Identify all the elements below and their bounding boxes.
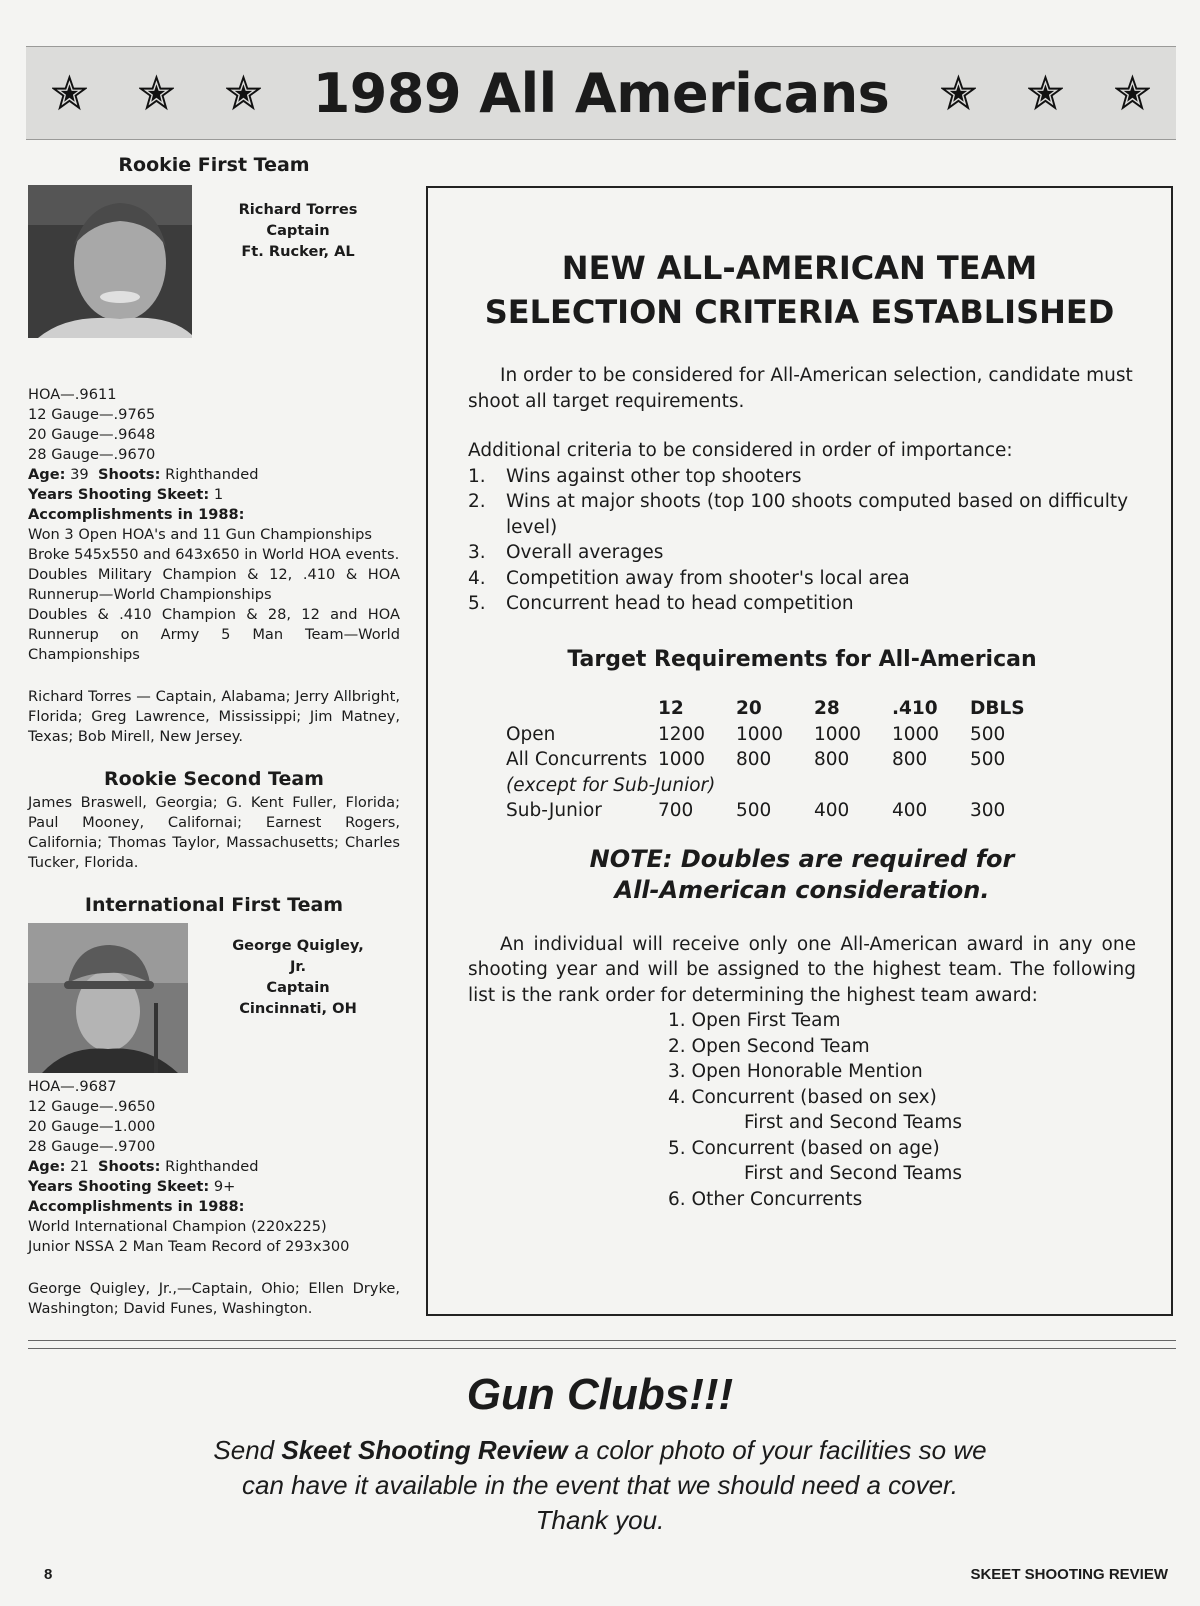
table-cell: 800: [736, 749, 772, 770]
list-item: 2. Open Second Team: [668, 1035, 870, 1057]
rookie-first-profile: [28, 185, 400, 345]
criteria-list: [468, 464, 1136, 617]
table-header: .410: [892, 698, 938, 719]
intl-first-heading: International First Team: [84, 894, 344, 916]
captain-photo: [28, 923, 188, 1073]
list-item: First and Second Teams: [744, 1163, 962, 1184]
gun-clubs-line: Send Skeet Shooting Review a color photo of your facilities so we: [213, 1435, 987, 1465]
captain-role: Captain: [266, 222, 330, 239]
criteria-title-line1: NEW ALL-AMERICAN TEAM: [561, 249, 1038, 287]
years-line: Years Shooting Skeet: 9+: [28, 1178, 236, 1195]
award-text: An individual will receive only one All-American award in any one shooting year and will be assigned to the highest team. The following list is the rank order for determining the highest team award:: [468, 933, 1136, 1006]
list-item: 3. Overall averages: [468, 542, 664, 563]
note-line: All-American consideration.: [614, 875, 990, 904]
star-icon: [1028, 72, 1063, 114]
captain-location: Cincinnati, OH: [239, 1000, 357, 1017]
captain-name: Richard Torres: [238, 201, 358, 218]
stat-line: 12 Gauge—.9765: [28, 406, 156, 423]
intl-first-profile: [28, 923, 400, 1073]
stat-line: 20 Gauge—1.000: [28, 1118, 156, 1135]
stat-line: 12 Gauge—.9650: [28, 1098, 156, 1115]
accomplishment: Won 3 Open HOA's and 11 Gun Championships: [28, 526, 372, 543]
requirements-table: [506, 696, 1050, 824]
table-header: 20: [736, 698, 762, 719]
accomplishment: Doubles Military Champion & 12, .410 & HOA Runnerup—World Championships: [28, 566, 400, 603]
captain-role: Captain: [266, 979, 330, 996]
team-members: James Braswell, Georgia; G. Kent Fuller, Florida; Paul Mooney, Californai; Earnest Rogers, California; Thomas Taylor, Massachusetts; Charles Tucker, Florida.: [28, 794, 400, 871]
age-line: Age: 39 Shoots: Righthanded: [28, 466, 259, 483]
gun-clubs-line: Thank you.: [535, 1505, 665, 1535]
page-title: 1989 All Americans: [312, 61, 890, 125]
gun-clubs-line: can have it available in the event that we should need a cover.: [242, 1470, 958, 1500]
table-header: 28: [814, 698, 840, 719]
star-icon: [52, 72, 87, 114]
stat-line: HOA—.9611: [28, 386, 117, 403]
table-note-row: [506, 773, 1050, 799]
captain-name: George Quigley, Jr.: [232, 937, 364, 975]
gun-clubs-title: Gun Clubs!!!: [466, 1370, 734, 1419]
list-item: 1. Wins against other top shooters: [468, 465, 802, 487]
team-members: George Quigley, Jr.,—Captain, Ohio; Ellen Dryke, Washington; David Funes, Washington.: [28, 1280, 400, 1317]
table-cell: 1000: [814, 723, 862, 745]
team-members: Richard Torres — Captain, Alabama; Jerry Allbright, Florida; Greg Lawrence, Mississippi; Jim Matney, Texas; Bob Mirell, New Jersey.: [28, 688, 400, 745]
captain-info: [228, 935, 368, 1019]
table-cell: 700: [658, 800, 694, 821]
page-number: 8: [44, 1566, 53, 1583]
criteria-additional: Additional criteria to be considered in order of importance:: [468, 440, 1013, 461]
note-line: NOTE: Doubles are required for: [589, 844, 1015, 873]
table-cell: 800: [892, 749, 928, 770]
table-cell: Open: [506, 723, 556, 745]
table-header: [506, 696, 658, 722]
table-row: [506, 747, 1050, 773]
list-item: First and Second Teams: [744, 1112, 962, 1133]
list-item: 6. Other Concurrents: [668, 1188, 863, 1210]
rank-list: [668, 1008, 1136, 1212]
accomp-label: Accomplishments in 1988:: [28, 506, 245, 523]
table-header: 12: [658, 698, 684, 719]
table-header-row: [506, 696, 1050, 722]
table-heading: Target Requirements for All-American: [567, 646, 1037, 672]
doubles-note: [468, 844, 1136, 906]
table-cell: 300: [970, 800, 1006, 821]
publication-name: SKEET SHOOTING REVIEW: [970, 1566, 1168, 1583]
criteria-title: [428, 246, 1171, 334]
table-header: DBLS: [970, 698, 1025, 719]
stat-line: 28 Gauge—.9670: [28, 446, 156, 463]
accomplishment: Doubles & .410 Champion & 28, 12 and HOA Runnerup on Army 5 Man Team—World Championships: [28, 606, 400, 663]
table-cell: 1000: [658, 749, 706, 770]
criteria-box: [426, 186, 1173, 1316]
table-row: [506, 722, 1050, 748]
list-item: 3. Open Honorable Mention: [668, 1061, 923, 1082]
captain-photo: [28, 185, 192, 338]
criteria-title-line2: SELECTION CRITERIA ESTABLISHED: [484, 293, 1115, 331]
table-cell: Sub-Junior: [506, 800, 602, 821]
table-cell: 1000: [892, 723, 940, 745]
captain-info: [228, 199, 368, 262]
rookie-second-heading: Rookie Second Team: [104, 768, 324, 790]
intl-first-stats: [28, 1077, 400, 1217]
stat-line: 20 Gauge—.9648: [28, 426, 156, 443]
list-item: 4. Competition away from shooter's local area: [468, 567, 910, 589]
divider: [28, 1340, 1176, 1341]
table-cell: 400: [892, 800, 928, 821]
captain-location: Ft. Rucker, AL: [241, 243, 355, 260]
stat-line: 28 Gauge—.9700: [28, 1138, 156, 1155]
table-cell: All Concurrents: [506, 749, 648, 770]
age-line: Age: 21 Shoots: Righthanded: [28, 1158, 259, 1175]
list-item: 2. Wins at major shoots (top 100 shoots computed based on difficulty level): [468, 491, 1129, 538]
accomplishment: World International Champion (220x225): [28, 1218, 327, 1235]
table-row: [506, 798, 1050, 824]
stat-line: HOA—.9687: [28, 1078, 117, 1095]
accomplishment: Junior NSSA 2 Man Team Record of 293x300: [28, 1238, 350, 1255]
rookie-first-heading: Rookie First Team: [118, 154, 310, 176]
list-item: 5. Concurrent (based on age): [668, 1137, 940, 1159]
table-cell: 500: [970, 723, 1006, 745]
list-item: 5. Concurrent head to head competition: [468, 593, 854, 614]
left-column: [28, 155, 400, 1319]
list-item: 1. Open First Team: [668, 1010, 841, 1031]
gun-clubs-text: [0, 1433, 1200, 1538]
years-line: Years Shooting Skeet: 1: [28, 486, 224, 503]
accomp-label: Accomplishments in 1988:: [28, 1198, 245, 1215]
star-icon: [1115, 72, 1150, 114]
criteria-intro: In order to be considered for All-American selection, candidate must shoot all target requirements.: [468, 365, 1133, 412]
list-item: 4. Concurrent (based on sex): [668, 1086, 937, 1108]
accomplishment: Broke 545x550 and 643x650 in World HOA events.: [28, 546, 400, 563]
star-icon: [941, 72, 976, 114]
star-icon: [139, 72, 174, 114]
table-cell: 1200: [658, 723, 706, 745]
title-banner: [26, 46, 1176, 140]
table-cell: 500: [736, 800, 772, 821]
rookie-first-stats: [28, 385, 400, 525]
table-cell: 400: [814, 800, 850, 821]
table-cell: 800: [814, 749, 850, 770]
table-cell: 500: [970, 749, 1006, 770]
divider: [28, 1348, 1176, 1349]
star-icon: [226, 72, 261, 114]
except-note: (except for Sub-Junior): [506, 774, 716, 796]
table-cell: 1000: [736, 723, 784, 745]
criteria-body: [468, 363, 1136, 1231]
